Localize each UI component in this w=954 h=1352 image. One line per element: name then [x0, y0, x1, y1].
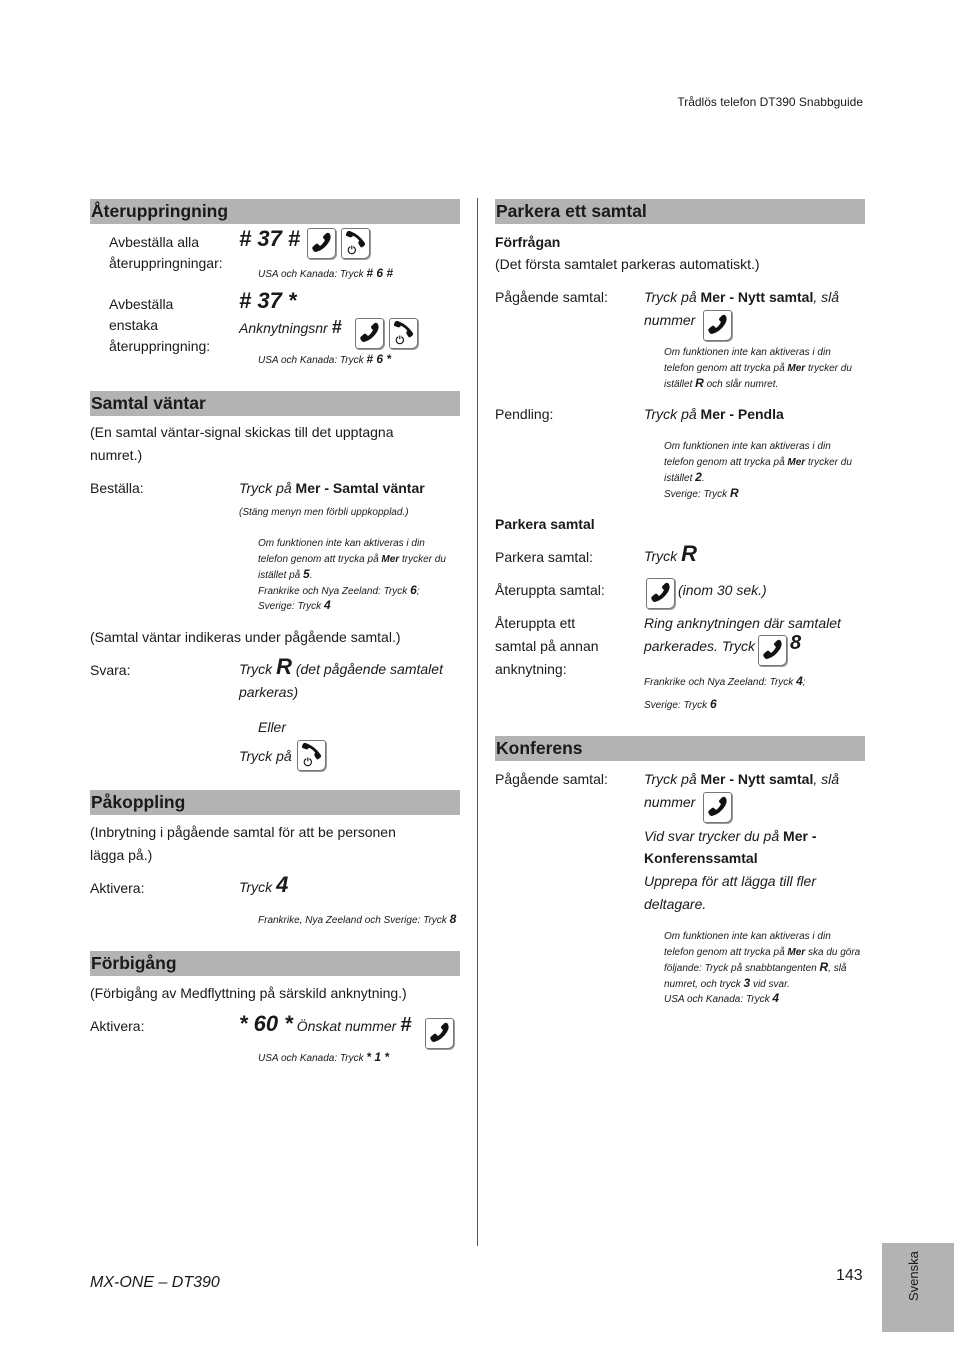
cancel-all-note: USA och Kanada: Tryck # 6 # — [258, 266, 394, 280]
language-tab — [882, 1243, 954, 1332]
samtal-intro-line2: numret.) — [90, 447, 143, 463]
konf-note-line4: numret, och tryck 3 vid svar. — [664, 976, 790, 990]
cancel-single-note: USA och Kanada: Tryck # 6 * — [258, 352, 392, 366]
forb-activate-label: Aktivera: — [90, 1018, 145, 1034]
offhook-key-icon — [758, 635, 787, 666]
offhook-key-icon — [703, 310, 732, 341]
order-instruction: Tryck på Mer - Samtal väntar — [239, 480, 425, 496]
section-title-forbigang: Förbigång — [90, 951, 460, 976]
konf-ongoing-instruction: Tryck på Mer - Nytt samtal, slå — [644, 771, 840, 787]
pak-activate-label: Aktivera: — [90, 880, 145, 896]
park-call-label: Parkera samtal: — [495, 549, 594, 565]
pend-note-line2: telefon genom att trycka på Mer trycker du — [664, 457, 852, 468]
resume-other-label-line2: samtal på annan — [495, 638, 599, 654]
answer-label: Svara: — [90, 662, 131, 678]
offhook-key-icon — [425, 1018, 454, 1049]
pend-label: Pendling: — [495, 406, 554, 422]
konf-note-line3: följande: Tryck på snabbtangenten R, slå — [664, 960, 847, 974]
section-title-konferens: Konferens — [495, 736, 865, 761]
footer-product: MX-ONE – DT390 — [90, 1274, 220, 1291]
section-title-ateruppringning: Återuppringning — [90, 199, 460, 224]
running-header: Trådlös telefon DT390 Snabbguide — [677, 95, 863, 109]
section-title-parkera: Parkera ett samtal — [495, 199, 865, 224]
cancel-single-code: # 37 * — [239, 288, 297, 313]
konf-ongoing-line2: nummer — [644, 794, 696, 810]
press-on-text: Tryck på — [239, 748, 292, 764]
onhook-key-icon — [389, 318, 418, 349]
park-note1-line1: Om funktionen inte kan aktiveras i din — [664, 347, 831, 358]
park-ongoing-label: Pågående samtal: — [495, 289, 608, 305]
answer-instruction-line2: parkeras) — [239, 684, 299, 700]
offhook-key-icon — [355, 318, 384, 349]
park-note1-line3: istället R och slår numret. — [664, 376, 779, 390]
samtal-note-line4: Frankrike och Nya Zeeland: Tryck 6; — [258, 583, 420, 597]
konf-repeat-line1: Upprepa för att lägga till fler — [644, 873, 816, 889]
resume-text: (inom 30 sek.) — [678, 582, 767, 598]
page-number: 143 — [836, 1267, 863, 1284]
cancel-single-label-line1: Avbeställa — [109, 296, 174, 312]
cancel-all-label-line2: återuppringningar: — [109, 255, 223, 271]
offhook-key-icon — [307, 228, 336, 259]
forb-activate-instruction: * 60 * Önskat nummer # — [239, 1011, 412, 1036]
konf-reply-line2: Konferenssamtal — [644, 850, 758, 866]
resume-other-label-line3: anknytning: — [495, 661, 567, 677]
cancel-all-label-line1: Avbeställa alla — [109, 234, 200, 250]
pend-instruction: Tryck på Mer - Pendla — [644, 406, 784, 422]
park-call-instruction: Tryck R — [644, 541, 697, 566]
park-note1-line2: telefon genom att trycka på Mer trycker du — [664, 363, 852, 374]
pak-intro-line2: lägga på.) — [90, 847, 153, 863]
konf-ongoing-label: Pågående samtal: — [495, 771, 608, 787]
konf-reply-line1: Vid svar trycker du på Mer - — [644, 828, 817, 844]
answer-instruction: Tryck R (det pågående samtalet — [239, 654, 443, 679]
extension-number-label: Anknytningsnr # — [239, 317, 342, 337]
resume-label: Återuppta samtal: — [495, 582, 605, 598]
request-title: Förfrågan — [495, 234, 561, 250]
samtal-note-line5: Sverige: Tryck 4 — [258, 598, 331, 612]
pak-intro-line1: (Inbrytning i pågående samtal för att be personen — [90, 824, 396, 840]
cancel-single-label-line3: återuppringning: — [109, 338, 211, 354]
pend-note-line3: istället 2. — [664, 470, 705, 484]
pend-note-line4: Sverige: Tryck R — [664, 486, 739, 500]
offhook-key-icon — [646, 578, 675, 609]
resume-note-line2: Sverige: Tryck 6 — [644, 697, 717, 711]
order-paren-note: (Stäng menyn men förbli uppkopplad.) — [239, 507, 409, 518]
cancel-single-label-line2: enstaka — [109, 317, 159, 333]
samtal-indicated: (Samtal väntar indikeras under pågående samtal.) — [90, 629, 401, 645]
samtal-intro-line1: (En samtal väntar-signal skickas till det upptagna — [90, 424, 394, 440]
samtal-note-line2: telefon genom att trycka på Mer trycker du — [258, 554, 446, 565]
park-ongoing-line2: nummer — [644, 312, 696, 328]
section-title-pakoppling: Påkoppling — [90, 790, 460, 815]
pak-note: Frankrike, Nya Zeeland och Sverige: Tryck 8 — [258, 912, 457, 926]
konf-note-line2: telefon genom att trycka på Mer ska du göra — [664, 947, 861, 958]
pak-activate-instruction: Tryck 4 — [239, 872, 289, 897]
konf-note-line5: USA och Kanada: Tryck 4 — [664, 991, 780, 1005]
forb-intro: (Förbigång av Medflyttning på särskild anknytning.) — [90, 985, 407, 1001]
samtal-note-line3: istället på 5. — [258, 567, 313, 581]
or-text: Eller — [258, 719, 287, 735]
cancel-all-code: # 37 # — [239, 226, 301, 251]
konf-note-line1: Om funktionen inte kan aktiveras i din — [664, 931, 831, 942]
park-sub-title: Parkera samtal — [495, 516, 595, 532]
onhook-key-icon — [297, 740, 326, 771]
samtal-note-line1: Om funktionen inte kan aktiveras i din — [258, 538, 425, 549]
onhook-key-icon — [341, 228, 370, 259]
offhook-key-icon — [703, 792, 732, 823]
park-ongoing-instruction: Tryck på Mer - Nytt samtal, slå — [644, 289, 840, 305]
column-divider — [477, 198, 478, 1246]
pend-note-line1: Om funktionen inte kan aktiveras i din — [664, 441, 831, 452]
resume-other-label-line1: Återuppta ett — [495, 615, 576, 631]
order-label: Beställa: — [90, 480, 144, 496]
request-desc: (Det första samtalet parkeras automatiskt.) — [495, 256, 760, 272]
section-title-samtal-vantar: Samtal väntar — [90, 391, 460, 416]
forb-note: USA och Kanada: Tryck * 1 * — [258, 1050, 390, 1064]
resume-note-line1: Frankrike och Nya Zeeland: Tryck 4; — [644, 674, 806, 688]
resume-other-text-line1: Ring anknytningen där samtalet — [644, 615, 841, 631]
resume-other-text-line2: parkerades. Tryck — [644, 638, 755, 654]
konf-repeat-line2: deltagare. — [644, 896, 707, 912]
resume-other-key: 8 — [790, 632, 802, 654]
language-label: Svenska — [906, 1251, 921, 1301]
